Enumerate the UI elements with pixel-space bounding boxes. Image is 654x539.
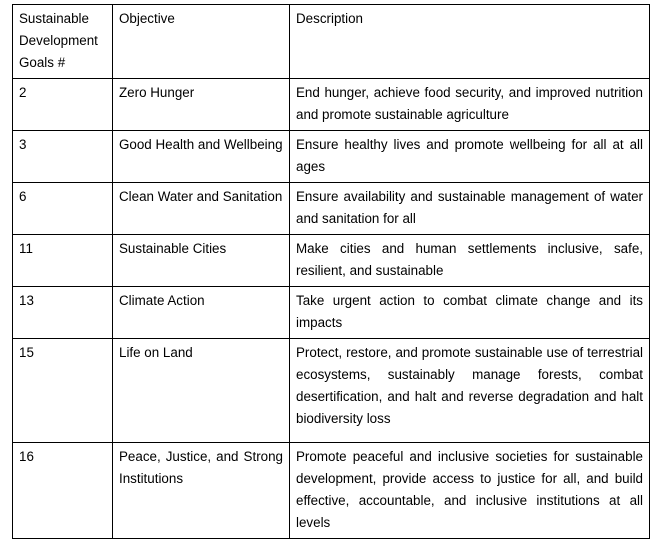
table-row: [13, 131, 650, 183]
goal-number: 6: [13, 183, 113, 235]
description-cell: Ensure healthy lives and promote wellbeing for all at all ages: [290, 131, 650, 183]
description-cell: Make cities and human settlements inclusive, safe, resilient, and sustainable: [290, 235, 650, 287]
objective-cell: Life on Land: [113, 339, 290, 443]
objective-cell: Peace, Justice, and Strong Institutions: [113, 443, 290, 539]
header-goal: Sustainable Development Goals #: [13, 5, 113, 79]
table-row: [13, 443, 650, 539]
table-row: [13, 287, 650, 339]
goal-number: 2: [13, 79, 113, 131]
objective-cell: Clean Water and Sanitation: [113, 183, 290, 235]
description-cell: Protect, restore, and promote sustainable use of terrestrial ecosystems, sustainably manage forests, combat desertification, and halt and reverse degradation and halt biodiversity loss: [290, 339, 650, 443]
table-row: [13, 183, 650, 235]
table-row: [13, 235, 650, 287]
header-objective: Objective: [113, 5, 290, 79]
description-cell: Take urgent action to combat climate change and its impacts: [290, 287, 650, 339]
goal-number: 3: [13, 131, 113, 183]
sdg-table: [12, 4, 650, 539]
table-header-row: [13, 5, 650, 79]
table-row: [13, 339, 650, 443]
description-cell: Ensure availability and sustainable management of water and sanitation for all: [290, 183, 650, 235]
description-cell: Promote peaceful and inclusive societies for sustainable development, provide access to justice for all, and build effective, accountable, and inclusive institutions at all levels: [290, 443, 650, 539]
objective-cell: Zero Hunger: [113, 79, 290, 131]
table-row: [13, 79, 650, 131]
objective-cell: Good Health and Wellbeing: [113, 131, 290, 183]
objective-cell: Sustainable Cities: [113, 235, 290, 287]
goal-number: 16: [13, 443, 113, 539]
goal-number: 11: [13, 235, 113, 287]
goal-number: 13: [13, 287, 113, 339]
goal-number: 15: [13, 339, 113, 443]
objective-cell: Climate Action: [113, 287, 290, 339]
description-cell: End hunger, achieve food security, and improved nutrition and promote sustainable agriculture: [290, 79, 650, 131]
header-description: Description: [290, 5, 650, 79]
